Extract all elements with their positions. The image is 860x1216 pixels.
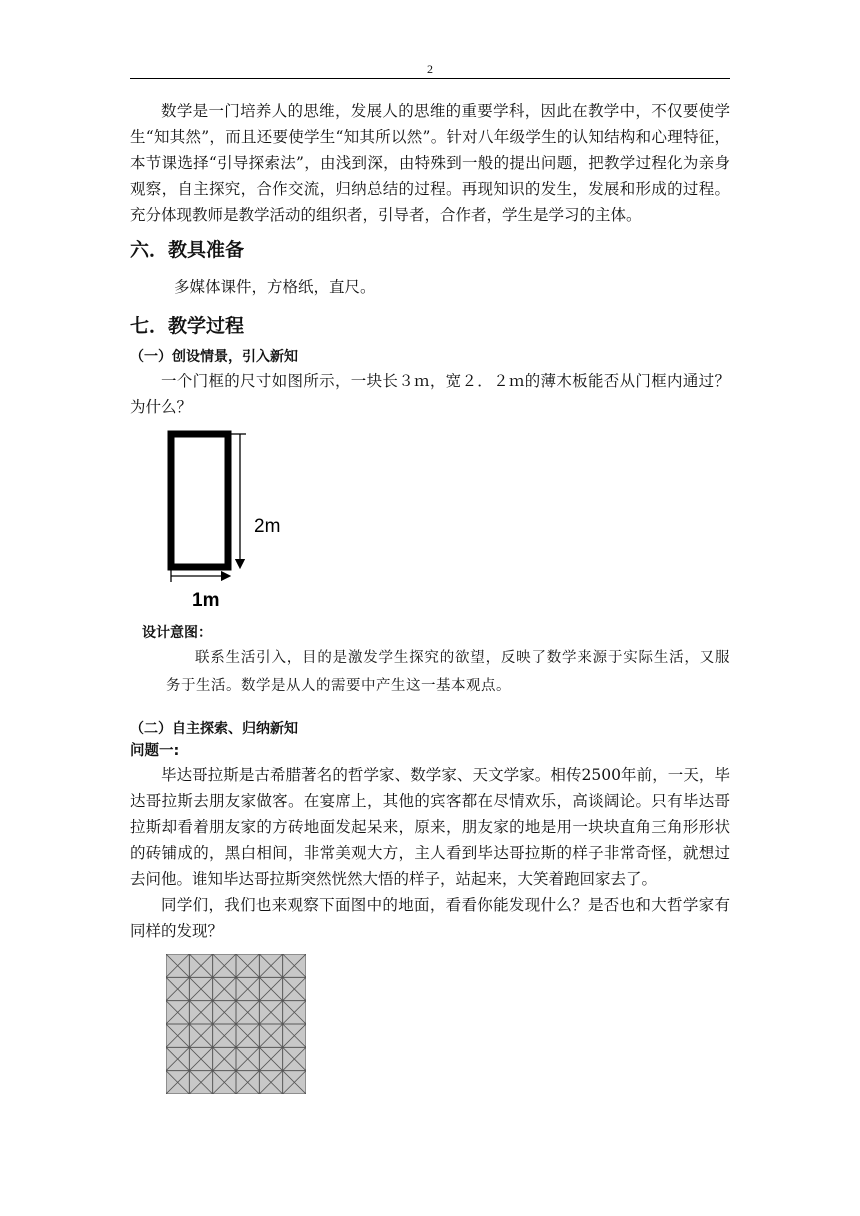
width-label: 1m — [192, 590, 220, 611]
design-intent-label: 设计意图： — [142, 625, 212, 641]
intro-paragraph: 数学是一门培养人的思维，发展人的思维的重要学科，因此在教学中，不仅要使学生“知其然”，而且还要使学生“知其所以然”。针对八年级学生的认知结构和心理特征，本节课选择“引导探索法”，由浅到深，由特殊到一般的提出问题，把教学过程化为亲身观察，自主探究，合作交流，归纳总结的过程。再现知识的发生，发展和形成的过程。充分体现教师是教学活动的组织者，引导者，合作者，学生是学习的主体。 — [130, 102, 730, 224]
part2-heading: （二）自主探索、归纳新知 — [130, 721, 298, 737]
door-frame-outline — [171, 434, 228, 567]
section6-text: 多媒体课件，方格纸，直尺。 — [174, 278, 376, 296]
document-body — [130, 98, 730, 1098]
door-frame-figure — [130, 426, 730, 618]
section6-heading: 六．教具准备 — [130, 239, 245, 261]
door-frame-diagram — [130, 426, 730, 618]
question-one-label: 问题一: — [130, 743, 180, 759]
observation-prompt: 同学们，我们也来观察下面图中的地面，看看你能发现什么？是否也和大哲学家有同样的发现？ — [130, 896, 730, 940]
part1-problem: 一个门框的尺寸如图所示，一块长３ｍ，宽２．２ｍ的薄木板能否从门框内通过？为什么？ — [130, 372, 730, 416]
page-number: 2 — [427, 62, 433, 76]
pythagoras-story: 毕达哥拉斯是古希腊著名的哲学家、数学家、天文学家。相传2500年前，一天，毕达哥拉斯去朋友家做客。在宴席上，其他的宾客都在尽情欢乐，高谈阔论。只有毕达哥拉斯却看着朋友家的方砖地面发起呆来，原来，朋友家的地是用一块块直角三角形形状的砖铺成的，黑白相间，非常美观大方，主人看到毕达哥拉斯的样子非常奇怪，就想过去问他。谁知毕达哥拉斯突然恍然大悟的样子，站起来，大笑着跑回家去了。 — [130, 766, 730, 888]
part1-heading: （一）创设情景，引入新知 — [130, 349, 298, 365]
section7-heading: 七．教学过程 — [130, 315, 245, 337]
height-label: 2m — [254, 516, 281, 537]
tiled-floor-figure — [166, 954, 306, 1094]
header-rule — [130, 78, 730, 79]
design-intent-text: 联系生活引入，目的是激发学生探究的欲望，反映了数学来源于实际生活，又服务于生活。数学是从人的需要中产生这一基本观点。 — [166, 650, 730, 694]
